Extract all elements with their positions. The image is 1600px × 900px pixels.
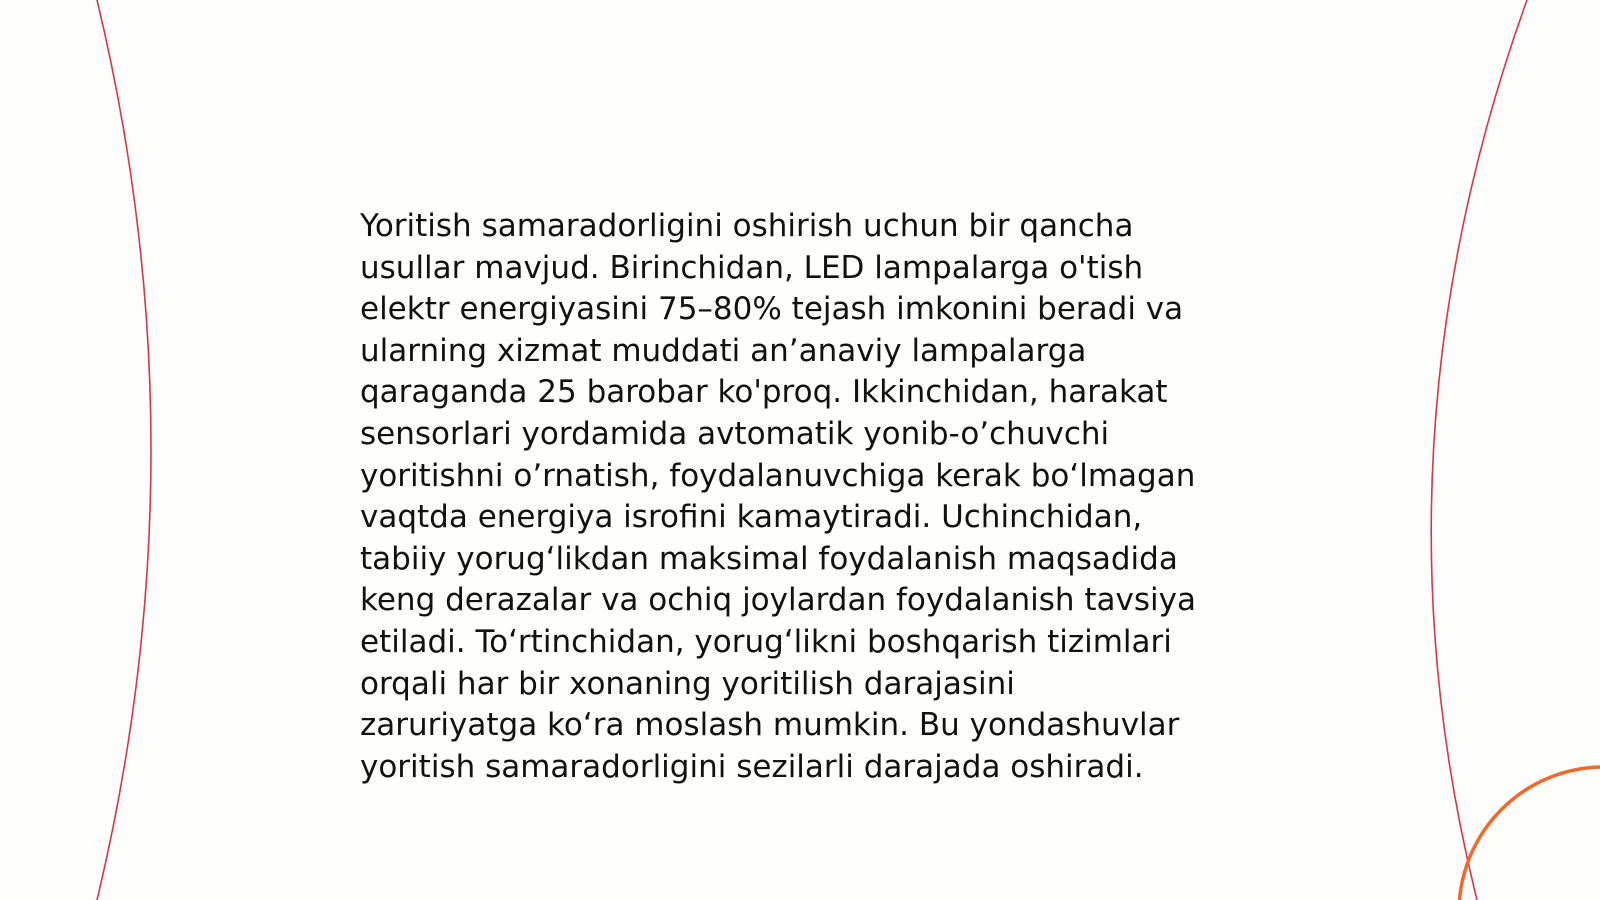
left-red-arc	[97, 0, 151, 900]
orange-circle-arc	[1459, 767, 1600, 900]
right-red-arc	[1431, 0, 1527, 900]
body-paragraph: Yoritish samaradorligini oshirish uchun bir qancha usullar mavjud. Birinchidan, LED lampalarga o'tish elektr energiyasini 75–80% tejash imkonini beradi va ularning xizmat muddati an’anaviy lampalarga qaraganda 25 barobar ko'proq. Ikkinchidan, harakat sensorlari yordamida avtomatik yonib-o’chuvchi yoritishni o’rnatish, foydalanuvchiga kerak bo‘lmagan vaqtda energiya isrofini kamaytiradi. Uchinchidan, tabiiy yorug‘likdan maksimal foydalanish maqsadida keng derazalar va ochiq joylardan foydalanish tavsiya etiladi. To‘rtinchidan, yorug‘likni boshqarish tizimlari orqali har bir xonaning yoritilish darajasini zaruriyatga ko‘ra moslash mumkin. Bu yondashuvlar yoritish samaradorligini sezilarli darajada oshiradi.	[360, 208, 1197, 785]
